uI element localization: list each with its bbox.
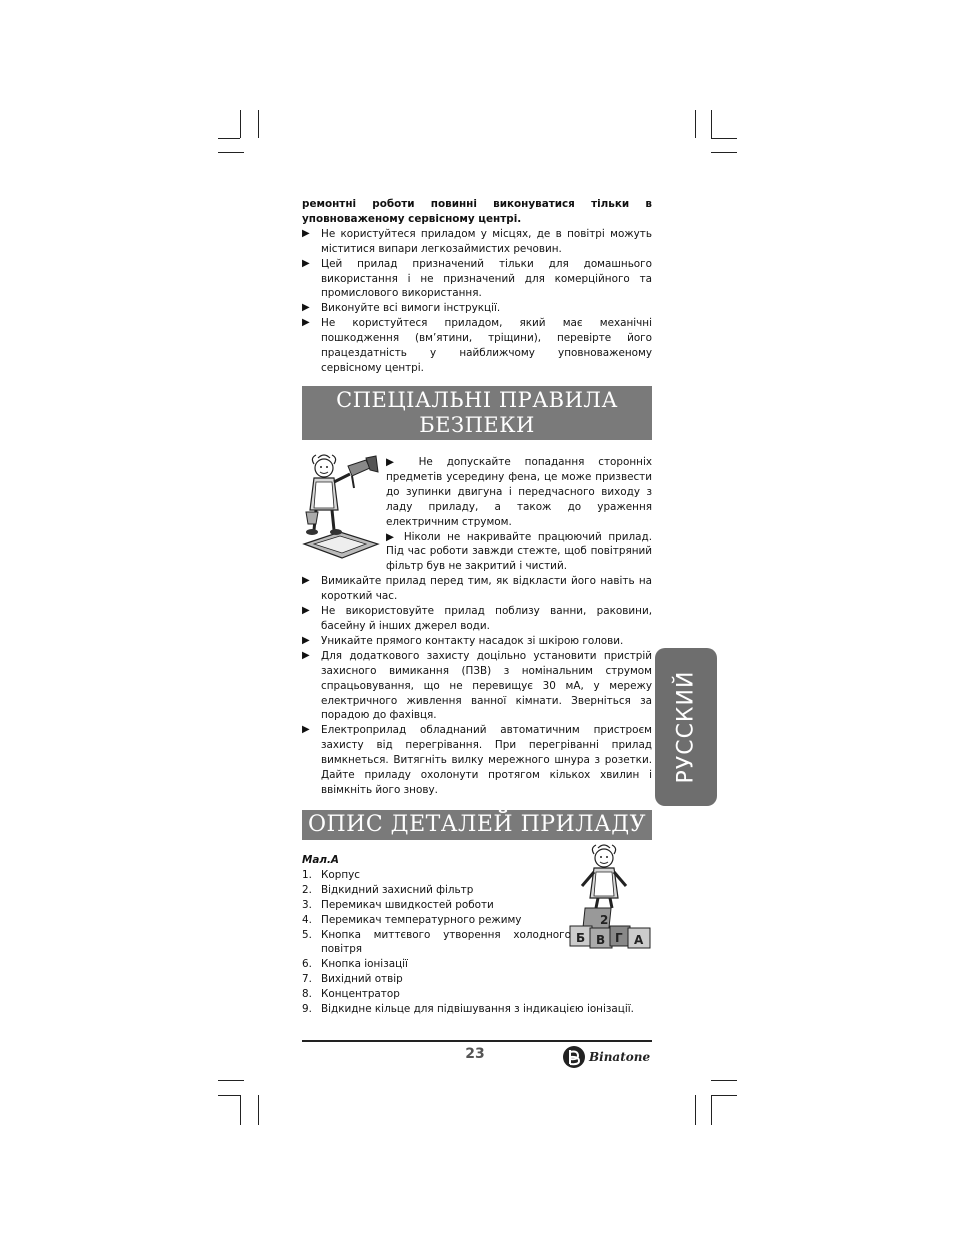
crop-mark (218, 152, 244, 153)
parts-list-item: 5. Кнопка миттєвого утворення холодного повітря (302, 928, 571, 956)
figure-label: Мал.А (302, 854, 339, 866)
crop-mark (711, 152, 737, 153)
crop-mark (711, 1080, 737, 1081)
language-side-tab (655, 648, 717, 806)
parts-list-item: 7. Вихідний отвір (302, 973, 403, 986)
crop-mark (240, 110, 241, 138)
brand-logo (562, 1045, 650, 1069)
crop-mark (240, 1095, 241, 1125)
intro-bold-text: ремонтні роботи повинні виконуватися тільки в уповноваженому сервісному центрі. (302, 198, 652, 225)
crop-mark (695, 1095, 696, 1125)
safety-bullet: ▶ Вимикайте прилад перед тим, як відкласти його навіть на короткий час. (302, 575, 652, 603)
block-letter: Б (576, 931, 586, 945)
intro-bullet: ▶ Не користуйтеся приладом у місцях, де в повітрі можуть міститися випари легкозаймистих речовин. (302, 227, 652, 255)
safety-bullet: ▶ Для додаткового захисту доцільно установити пристрій захисного вимикання (ПЗВ) з номінальним струмом спрацьовування, що не перевищує 30 мА, у мережу електричного живлення ванної кімнати. Зверніться за порадою до фахівця. (302, 649, 652, 722)
safety-block (302, 455, 652, 798)
intro-bullet: ▶ Цей прилад призначений тільки для домашнього використання і не призначений для комерційного та промислового використання. (302, 257, 652, 300)
safety-bullet: ▶ Уникайте прямого контакту насадок зі шкірою голови. (302, 634, 624, 647)
page-number: 23 (465, 1046, 485, 1062)
section-header-parts (302, 810, 652, 840)
triangle-bullet-icon: ▶ (302, 257, 310, 269)
triangle-bullet-icon: ▶ (302, 724, 310, 736)
block-letter: А (634, 933, 644, 947)
parts-list-item: 8. Концентратор (302, 988, 400, 1001)
triangle-bullet-icon: ▶ (302, 649, 310, 661)
section-title-line1: СПЕЦІАЛЬНІ ПРАВИЛА (336, 388, 618, 412)
block-letter: Г (615, 931, 623, 945)
parts-list-item: 9. Відкидне кільце для підвішування з індикацією іонізації. (302, 1003, 634, 1016)
crop-mark (711, 110, 712, 138)
triangle-bullet-icon: ▶ (302, 605, 310, 617)
triangle-bullet-icon: ▶ (302, 302, 310, 314)
parts-list-item: 4. Перемикач температурного режиму (302, 913, 522, 926)
footer-rule (302, 1040, 652, 1042)
safety-bullet: ▶ Не використовуйте прилад поблизу ванни, раковини, басейну й інших джерел води. (302, 605, 652, 632)
parts-block (302, 853, 652, 1017)
crop-mark (711, 1095, 737, 1096)
crop-mark (218, 138, 240, 139)
intro-bullet: ▶ Не користуйтеся приладом, який має механічні пошкодження (вм’ятини, тріщини), перевірте його працездатність у найближчому уповноваженому сервісному центрі. (302, 317, 652, 374)
crop-mark (711, 138, 737, 139)
triangle-bullet-icon: ▶ (386, 456, 405, 468)
safety-bullet-wrapped: ▶ Ніколи не накривайте працюючий прилад. Під час роботи завжди стежте, щоб повітряний фільтр був не закритий і чистий. (386, 530, 652, 573)
section-header-safety (302, 386, 652, 440)
intro-block (302, 197, 652, 376)
section-title: ОПИС ДЕТАЛЕЙ ПРИЛАДУ (307, 812, 647, 837)
section-title-line2: БЕЗПЕКИ (419, 413, 535, 437)
triangle-bullet-icon: ▶ (302, 227, 310, 239)
crop-mark (695, 110, 696, 138)
parts-list-item: 2. Відкидний захисний фільтр (302, 883, 474, 896)
intro-bullet: ▶ Виконуйте всі вимоги інструкції. (302, 302, 501, 315)
crop-mark (218, 1095, 240, 1096)
block-letter: В (596, 933, 606, 947)
crop-mark (258, 110, 259, 138)
triangle-bullet-icon: ▶ (302, 317, 310, 329)
parts-list-item: 6. Кнопка іонізації (302, 958, 408, 971)
language-tab-label: РУССКИЙ (673, 670, 699, 784)
brand-name: Binatone (589, 1050, 651, 1064)
block-letter: 2 (600, 913, 609, 927)
parts-list-item: 3. Перемикач швидкостей роботи (302, 898, 494, 911)
crop-mark (711, 1095, 712, 1125)
parts-list-item: 1. Корпус (302, 868, 360, 881)
crop-mark (218, 1080, 244, 1081)
triangle-bullet-icon: ▶ (302, 634, 310, 646)
safety-bullet-wrapped: ▶ Не допускайте попадання сторонніх предметів усередину фена, це може призвести до зупинки двигуна і передчасного виходу з ладу приладу, а також до ураження електричним струмом. (386, 456, 652, 528)
safety-bullet: ▶ Електроприлад обладнаний автоматичним пристроєм захисту від перегрівання. При перегріванні прилад вимкнеться. Витягніть вилку мережного шнура з розетки. Дайте приладу охолонути протягом кількох хвилин і ввімкніть його знову. (302, 724, 652, 796)
crop-mark (258, 1095, 259, 1125)
triangle-bullet-icon: ▶ (386, 530, 398, 543)
triangle-bullet-icon: ▶ (302, 575, 310, 587)
binatone-logo-icon (562, 1045, 586, 1069)
parts-list (302, 868, 652, 1017)
